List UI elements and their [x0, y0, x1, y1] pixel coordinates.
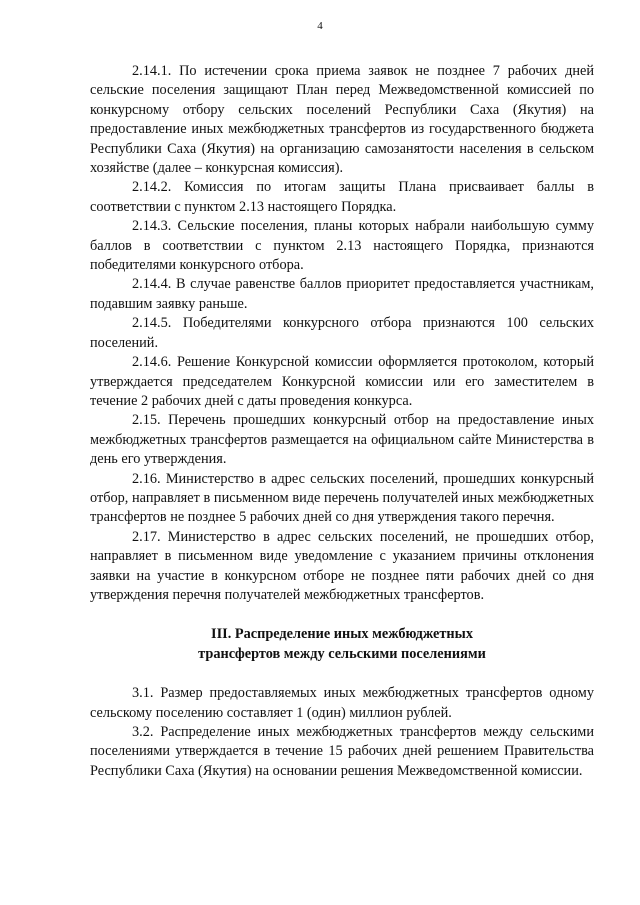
- document-body: [90, 62, 594, 781]
- paragraph-2-14-2: 2.14.2. Комиссия по итогам защиты Плана присваивает баллы в соответствии с пунктом 2.13 настоящего Порядка.: [90, 179, 594, 215]
- paragraph-2-14-3: 2.14.3. Сельские поселения, планы которых набрали наибольшую сумму баллов в соответствии с пунктом 2.13 настоящего Порядка, признаются победителями конкурсного отбора.: [90, 218, 594, 274]
- paragraph-2-17: 2.17. Министерство в адрес сельских поселений, не прошедших отбор, направляет в письменном виде уведомление с указанием причины отклонения заявки на участие в конкурсном отборе не позднее пяти рабочих дней со дня утверждения перечня получателей межбюджетных трансфертов.: [90, 528, 594, 603]
- paragraph-2-14-5: 2.14.5. Победителями конкурсного отбора признаются 100 сельских поселений.: [90, 315, 594, 351]
- paragraph-3-1: 3.1. Размер предоставляемых иных межбюджетных трансфертов одному сельскому поселению составляет 1 (один) миллион рублей.: [90, 685, 594, 721]
- paragraph-2-14-1: 2.14.1. По истечении срока приема заявок не позднее 7 рабочих дней сельские поселения защищают План перед Межведомственной комиссией по конкурсному отбору сельских поселений Республики Саха (Якутия) на предоставление иных межбюджетных трансфертов из государственного бюджета Республики Саха (Якутия) на организацию самозанятости населения в сельском хозяйстве (далее – конкурсная комиссия).: [90, 63, 594, 177]
- paragraph-2-16: 2.16. Министерство в адрес сельских поселений, прошедших конкурсный отбор, направляет в письменном виде перечень получателей иных межбюджетных трансфертов не позднее 5 рабочих дней со дня утверждения такого перечня.: [90, 470, 594, 526]
- paragraph-3-2: 3.2. Распределение иных межбюджетных трансфертов между сельскими поселениями утверждается в течение 15 рабочих дней решением Правительства Республики Саха (Якутия) на основании решения Межведомственной комиссии.: [90, 724, 594, 779]
- section-heading-line-1: III. Распределение иных межбюджетных: [211, 626, 473, 643]
- paragraph-2-14-6: 2.14.6. Решение Конкурсной комиссии оформляется протоколом, который утверждается председателем Конкурсной комиссии или его заместителем в течение 2 рабочих дней с даты проведения конкурса.: [90, 354, 594, 409]
- section-heading-line-2: трансфертов между сельскими поселениями: [198, 645, 486, 662]
- section-heading: [90, 625, 594, 664]
- page-number: 4: [317, 20, 323, 32]
- paragraph-2-15: 2.15. Перечень прошедших конкурсный отбор на предоставление иных межбюджетных трансфертов размещается на официальном сайте Министерства в день его утверждения.: [90, 412, 594, 468]
- paragraph-2-14-4: 2.14.4. В случае равенстве баллов приоритет предоставляется участникам, подавшим заявку раньше.: [90, 276, 594, 312]
